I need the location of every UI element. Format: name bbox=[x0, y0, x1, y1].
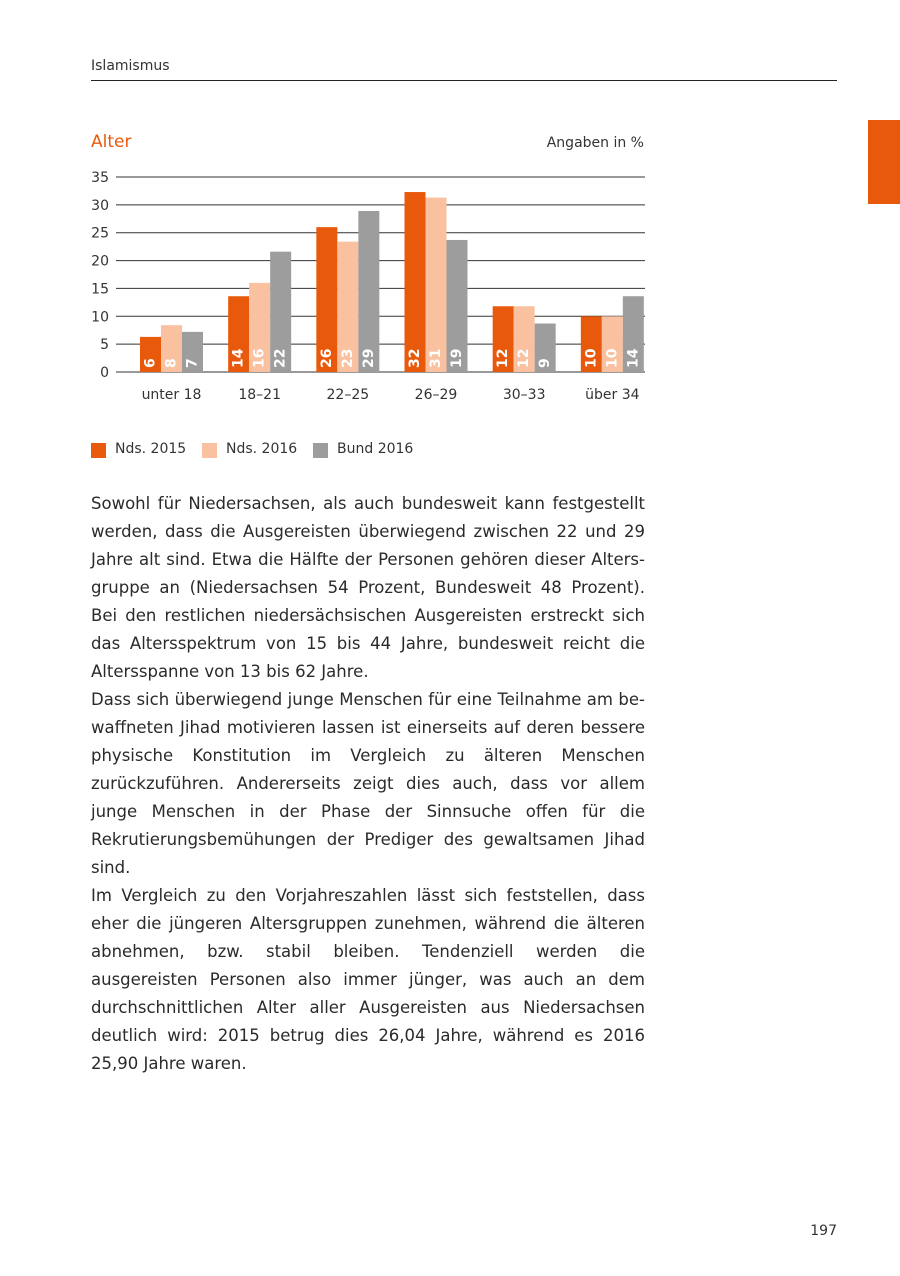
legend-swatch-bund-2016 bbox=[313, 443, 328, 458]
paragraph: Dass sich überwiegend junge Menschen für eine Teilnahme am bewaffneten Jihad motivieren lassen ist einerseits auf deren bessere physische Konstitution im Vergleich zu älteren Menschen zurückzuführen. Andererseits zeigt dies auch, dass vor allem junge Menschen in der Phase der Sinnsuche offen für die Rekrutierungsbemühungen der Prediger des gewaltsamen Jihad sind. bbox=[91, 690, 645, 877]
bar-value-label: 19 bbox=[449, 348, 465, 368]
y-tick-label: 35 bbox=[91, 170, 109, 186]
bar-value-label: 32 bbox=[407, 348, 423, 368]
y-tick-label: 0 bbox=[100, 365, 109, 381]
y-tick-label: 15 bbox=[91, 281, 109, 298]
bar bbox=[405, 192, 426, 372]
bar-value-label: 14 bbox=[230, 348, 247, 368]
chart-title: Alter bbox=[91, 132, 132, 152]
bar-value-label: 12 bbox=[495, 348, 512, 368]
x-tick-label: 18–21 bbox=[238, 387, 281, 403]
bar-value-label: 7 bbox=[184, 358, 201, 368]
bar-value-label: 31 bbox=[428, 348, 444, 368]
running-header: Islamismus bbox=[91, 58, 170, 74]
y-tick-label: 25 bbox=[91, 225, 109, 242]
bar-value-label: 9 bbox=[537, 358, 554, 368]
bar-value-label: 10 bbox=[583, 348, 600, 368]
paragraph: Im Vergleich zu den Vorjahreszahlen lässt sich feststellen, dass eher die jüngeren Altersgruppen zunehmen, während die älteren abnehmen, bzw. stabil bleiben. Tendenziell werden die ausgereisten Personen also immer jünger, was auch an dem durchschnittlichen Alter aller Ausgereisten aus Niedersachsen deutlich wird: 2015 betrug dies 26,04 Jahre, während es 2016 25,90 Jahre waren. bbox=[91, 886, 645, 1073]
legend-label: Bund 2016 bbox=[337, 441, 414, 457]
bar-value-label: 26 bbox=[318, 348, 335, 368]
y-tick-label: 30 bbox=[91, 197, 109, 214]
age-bar-chart bbox=[88, 165, 658, 410]
bar-value-label: 14 bbox=[625, 348, 642, 368]
legend-label: Nds. 2016 bbox=[226, 441, 298, 457]
legend-label: Nds. 2015 bbox=[115, 441, 187, 457]
y-tick-label: 5 bbox=[100, 337, 109, 354]
bar-value-label: 23 bbox=[339, 348, 356, 368]
x-tick-label: 30–33 bbox=[502, 387, 546, 403]
x-tick-label: über 34 bbox=[585, 387, 640, 403]
chart-unit-note: Angaben in % bbox=[546, 135, 644, 151]
paragraph: Sowohl für Niedersachsen, als auch bundesweit kann festgestellt werden, dass die Ausgereisten überwiegend zwischen 22 und 29 Jahre alt sind. Etwa die Hälfte der Personen gehören dieser Altersgruppe an (Niedersachsen 54 Prozent, Bundesweit 48 Prozent). Bei den restlichen niedersächsischen Ausgereisten erstreckt sich das Altersspektrum von 15 bis 44 Jahre, bundesweit reicht die Altersspanne von 13 bis 62 Jahre. bbox=[91, 494, 645, 681]
bar-value-label: 16 bbox=[251, 348, 268, 368]
chapter-marker-tab bbox=[868, 120, 900, 204]
bar bbox=[358, 211, 379, 372]
page-number: 197 bbox=[810, 1223, 837, 1239]
x-tick-label: 26–29 bbox=[414, 387, 458, 403]
x-tick-label: unter 18 bbox=[141, 387, 202, 403]
y-tick-label: 20 bbox=[91, 253, 109, 270]
legend-swatch-nds-2015 bbox=[91, 443, 106, 458]
header-rule bbox=[91, 80, 837, 81]
bar-value-label: 6 bbox=[142, 358, 159, 368]
bar-value-label: 10 bbox=[604, 348, 621, 368]
x-tick-label: 22–25 bbox=[326, 387, 370, 403]
legend-swatch-nds-2016 bbox=[202, 443, 217, 458]
bar bbox=[426, 198, 447, 372]
bar-value-label: 22 bbox=[272, 348, 289, 368]
bar-value-label: 8 bbox=[163, 358, 180, 368]
bar-value-label: 12 bbox=[516, 348, 533, 368]
body-text bbox=[91, 490, 645, 1078]
y-tick-label: 10 bbox=[91, 309, 109, 326]
bar-value-label: 29 bbox=[360, 348, 377, 368]
